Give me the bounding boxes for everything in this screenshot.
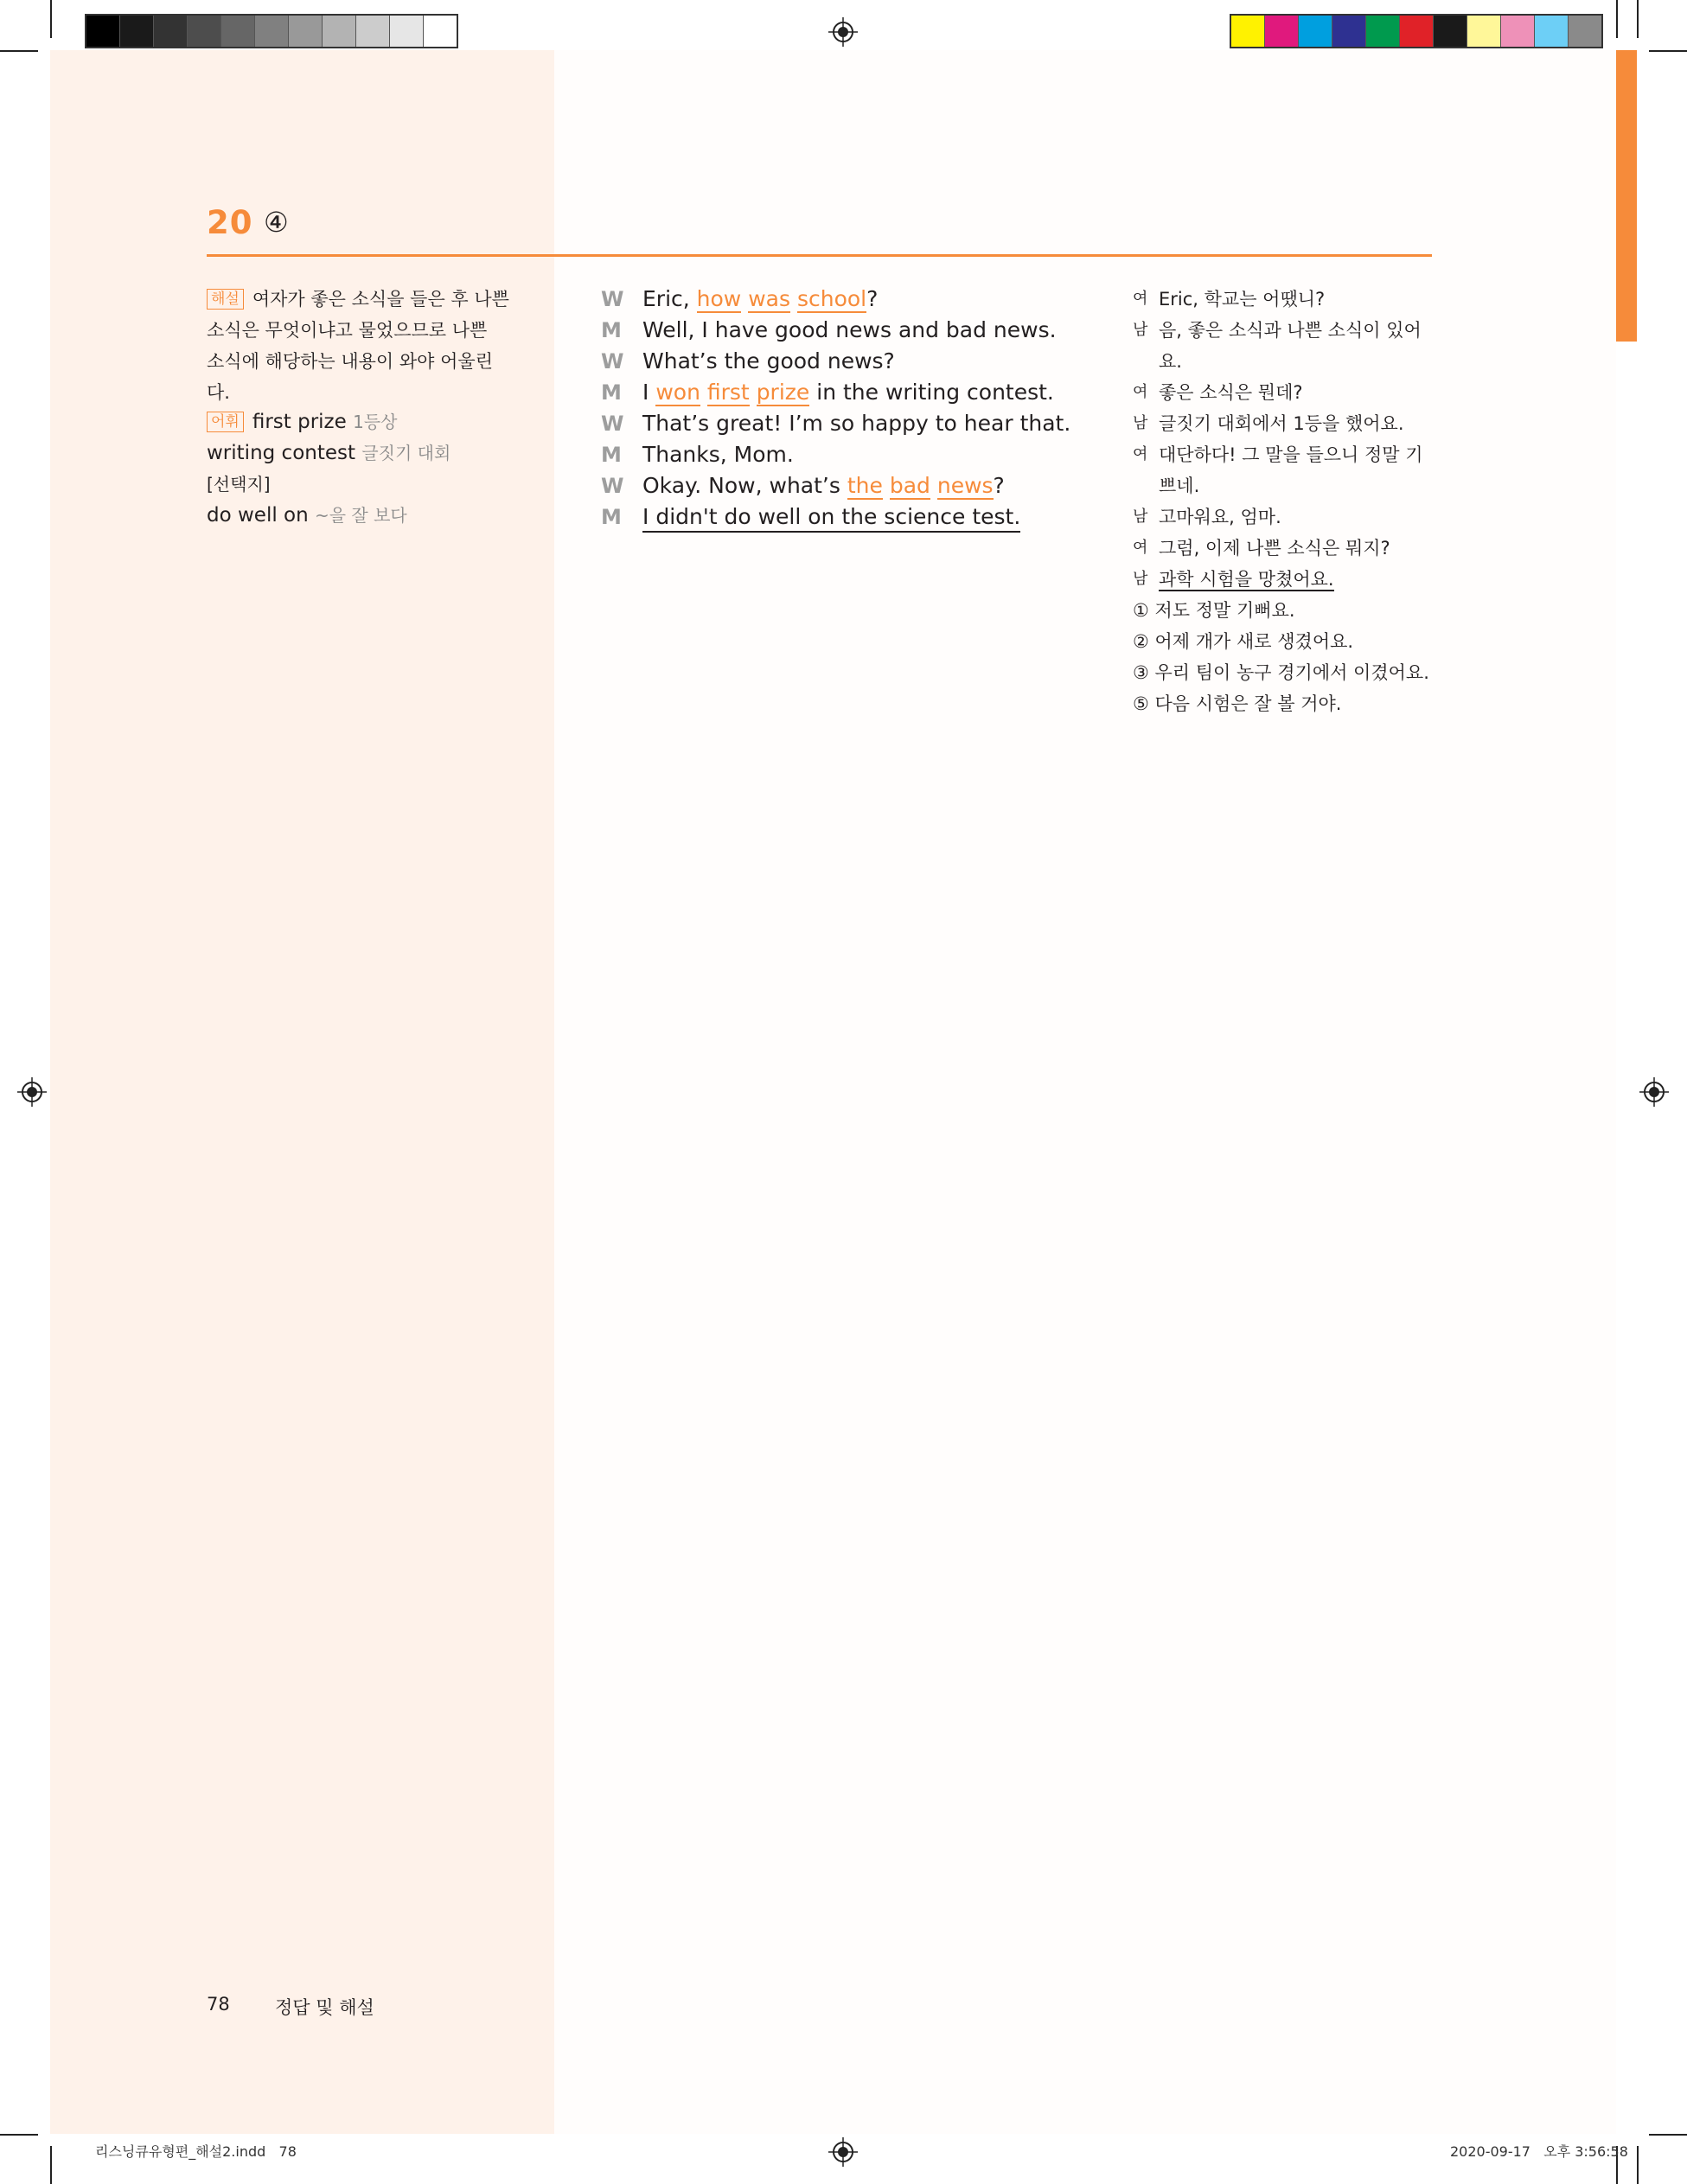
vocab-term: do well on bbox=[207, 504, 309, 527]
color-swatch bbox=[390, 16, 424, 47]
color-swatch bbox=[1332, 16, 1366, 47]
explanation-tag: 해설 bbox=[207, 289, 244, 310]
dialogue-text: I won first prize in the writing contest. bbox=[642, 380, 1054, 405]
blank-answer: prize bbox=[756, 380, 810, 405]
crop-mark bbox=[1649, 2134, 1687, 2136]
answer-options bbox=[1133, 595, 1435, 719]
speaker-label: W bbox=[601, 349, 624, 374]
slug-date: 2020-09-17 오후 3:56:58 bbox=[1450, 2143, 1628, 2160]
dialogue-line bbox=[601, 284, 1120, 315]
color-swatch bbox=[1501, 16, 1535, 47]
speaker-label: 여 bbox=[1133, 290, 1148, 308]
page-label: 정답 및 해설 bbox=[275, 1997, 374, 2018]
translation-line bbox=[1133, 408, 1435, 439]
vocab-term: writing contest bbox=[207, 442, 356, 464]
vocab-item bbox=[207, 406, 509, 437]
translation-text: 대단하다! 그 말을 들으니 정말 기쁘네. bbox=[1159, 444, 1423, 496]
color-swatch bbox=[154, 16, 188, 47]
vocabulary-list bbox=[207, 406, 509, 531]
dialogue-line bbox=[601, 439, 1120, 470]
page-number: 78 bbox=[207, 1994, 230, 2015]
blank-answer: the bbox=[847, 473, 883, 498]
crop-mark bbox=[1649, 50, 1687, 52]
translation-line bbox=[1133, 564, 1435, 595]
color-swatch bbox=[1467, 16, 1501, 47]
registration-mark-icon bbox=[17, 1077, 47, 1107]
speaker-label: M bbox=[601, 318, 622, 342]
vocab-meaning: 1등상 bbox=[353, 412, 398, 432]
color-swatch bbox=[188, 16, 221, 47]
dialogue-line bbox=[601, 408, 1120, 439]
translation-line bbox=[1133, 533, 1435, 564]
blank-answer: won bbox=[655, 380, 700, 405]
crop-mark bbox=[50, 0, 52, 38]
translation-line bbox=[1133, 284, 1435, 315]
speaker-label: 여 bbox=[1133, 445, 1148, 463]
dialogue-text: That’s great! I’m so happy to hear that. bbox=[642, 411, 1071, 436]
color-swatch bbox=[1535, 16, 1569, 47]
dialogue-text: Thanks, Mom. bbox=[642, 442, 794, 467]
speaker-label: W bbox=[601, 412, 624, 436]
vocab-meaning: 글짓기 대회 bbox=[361, 443, 451, 463]
color-swatch bbox=[323, 16, 356, 47]
color-swatch bbox=[356, 16, 390, 47]
dialogue-text: What’s the good news? bbox=[642, 348, 895, 374]
speaker-label: M bbox=[601, 380, 622, 405]
option-item: ③ 우리 팀이 농구 경기에서 이겼어요. bbox=[1133, 662, 1429, 683]
blank-answer: school bbox=[796, 286, 867, 311]
color-swatch bbox=[424, 16, 457, 47]
option-item: ⑤ 다음 시험은 잘 볼 거야. bbox=[1133, 693, 1342, 714]
speaker-label: W bbox=[601, 474, 624, 498]
color-swatch bbox=[1400, 16, 1434, 47]
speaker-label: M bbox=[601, 443, 622, 467]
translation-text: Eric, 학교는 어땠니? bbox=[1159, 289, 1326, 310]
answer-sentence: I didn't do well on the science test. bbox=[642, 501, 1020, 533]
grayscale-bar bbox=[85, 14, 458, 48]
speaker-label: M bbox=[601, 505, 622, 529]
speaker-label: 남 bbox=[1133, 570, 1148, 588]
dialogue-line bbox=[601, 377, 1120, 408]
korean-translation bbox=[1133, 284, 1435, 595]
crop-mark bbox=[1637, 2146, 1639, 2184]
dialogue-line bbox=[601, 346, 1120, 377]
dialogue-line bbox=[601, 501, 1120, 533]
translation-line bbox=[1133, 439, 1435, 501]
explanation-text: 여자가 좋은 소식을 들은 후 나쁜 소식은 무엇이냐고 물었으므로 나쁜 소식에 해당하는 내용이 와야 어울린다. bbox=[207, 289, 509, 403]
option-item: ② 어제 개가 새로 생겼어요. bbox=[1133, 631, 1354, 652]
translation-text: 고마워요, 엄마. bbox=[1159, 507, 1281, 527]
color-bar bbox=[1230, 14, 1603, 48]
crop-mark bbox=[0, 50, 38, 52]
heading-rule bbox=[207, 254, 1432, 257]
blank-answer: how bbox=[696, 286, 742, 311]
crop-mark bbox=[1637, 0, 1639, 38]
translation-text: 음, 좋은 소식과 나쁜 소식이 있어요. bbox=[1159, 320, 1422, 372]
vocab-item bbox=[207, 500, 509, 531]
color-swatch bbox=[1434, 16, 1467, 47]
color-swatch bbox=[255, 16, 289, 47]
vocab-section-label: [선택지] bbox=[207, 474, 271, 495]
vocab-item bbox=[207, 437, 509, 469]
registration-mark-icon bbox=[828, 17, 858, 47]
crop-mark bbox=[1616, 0, 1618, 38]
vocab-meaning: ~을 잘 보다 bbox=[315, 505, 407, 526]
translation-line bbox=[1133, 315, 1435, 377]
dialogue-line bbox=[601, 315, 1120, 346]
color-swatch bbox=[1569, 16, 1601, 47]
speaker-label: 여 bbox=[1133, 539, 1148, 557]
answer-translation: 과학 시험을 망쳤어요. bbox=[1159, 569, 1334, 590]
speaker-label: W bbox=[601, 287, 624, 311]
registration-mark-icon bbox=[828, 2137, 858, 2167]
color-swatch bbox=[1366, 16, 1400, 47]
color-swatch bbox=[221, 16, 255, 47]
vocab-tag: 어휘 bbox=[207, 412, 244, 432]
translation-line bbox=[1133, 501, 1435, 533]
speaker-label: 여 bbox=[1133, 383, 1148, 401]
slug-file: 리스닝큐유형편_해설2.indd 78 bbox=[95, 2143, 297, 2160]
dialogue-text: Okay. Now, what’s the bad news? bbox=[642, 473, 1005, 498]
blank-answer: was bbox=[748, 286, 791, 311]
blank-answer: first bbox=[706, 380, 750, 405]
speaker-label: 남 bbox=[1133, 508, 1148, 526]
translation-text: 글짓기 대회에서 1등을 했어요. bbox=[1159, 413, 1404, 434]
color-swatch bbox=[1231, 16, 1265, 47]
dialogue-text: Eric, how was school? bbox=[642, 286, 879, 311]
speaker-label: 남 bbox=[1133, 321, 1148, 339]
translation-line bbox=[1133, 377, 1435, 408]
color-swatch bbox=[120, 16, 154, 47]
dialogue-script bbox=[601, 284, 1120, 533]
blank-answer: bad bbox=[889, 473, 930, 498]
dialogue-text: Well, I have good news and bad news. bbox=[642, 317, 1057, 342]
color-swatch bbox=[1265, 16, 1299, 47]
crop-mark bbox=[0, 2134, 38, 2136]
speaker-label: 남 bbox=[1133, 414, 1148, 432]
chapter-tab bbox=[1616, 50, 1637, 342]
translation-text: 좋은 소식은 뭔데? bbox=[1159, 382, 1303, 403]
color-swatch bbox=[1299, 16, 1332, 47]
question-number: 20 bbox=[207, 204, 253, 241]
registration-mark-icon bbox=[1639, 1077, 1669, 1107]
dialogue-line bbox=[601, 470, 1120, 501]
blank-answer: news bbox=[936, 473, 994, 498]
vocab-item bbox=[207, 469, 509, 500]
answer-mark: ④ bbox=[264, 206, 289, 239]
explanation bbox=[207, 284, 509, 408]
color-swatch bbox=[86, 16, 120, 47]
crop-mark bbox=[50, 2146, 52, 2184]
vocab-term: first prize bbox=[252, 411, 347, 433]
color-swatch bbox=[289, 16, 323, 47]
option-item: ① 저도 정말 기뻐요. bbox=[1133, 600, 1295, 621]
translation-text: 그럼, 이제 나쁜 소식은 뭐지? bbox=[1159, 538, 1390, 559]
